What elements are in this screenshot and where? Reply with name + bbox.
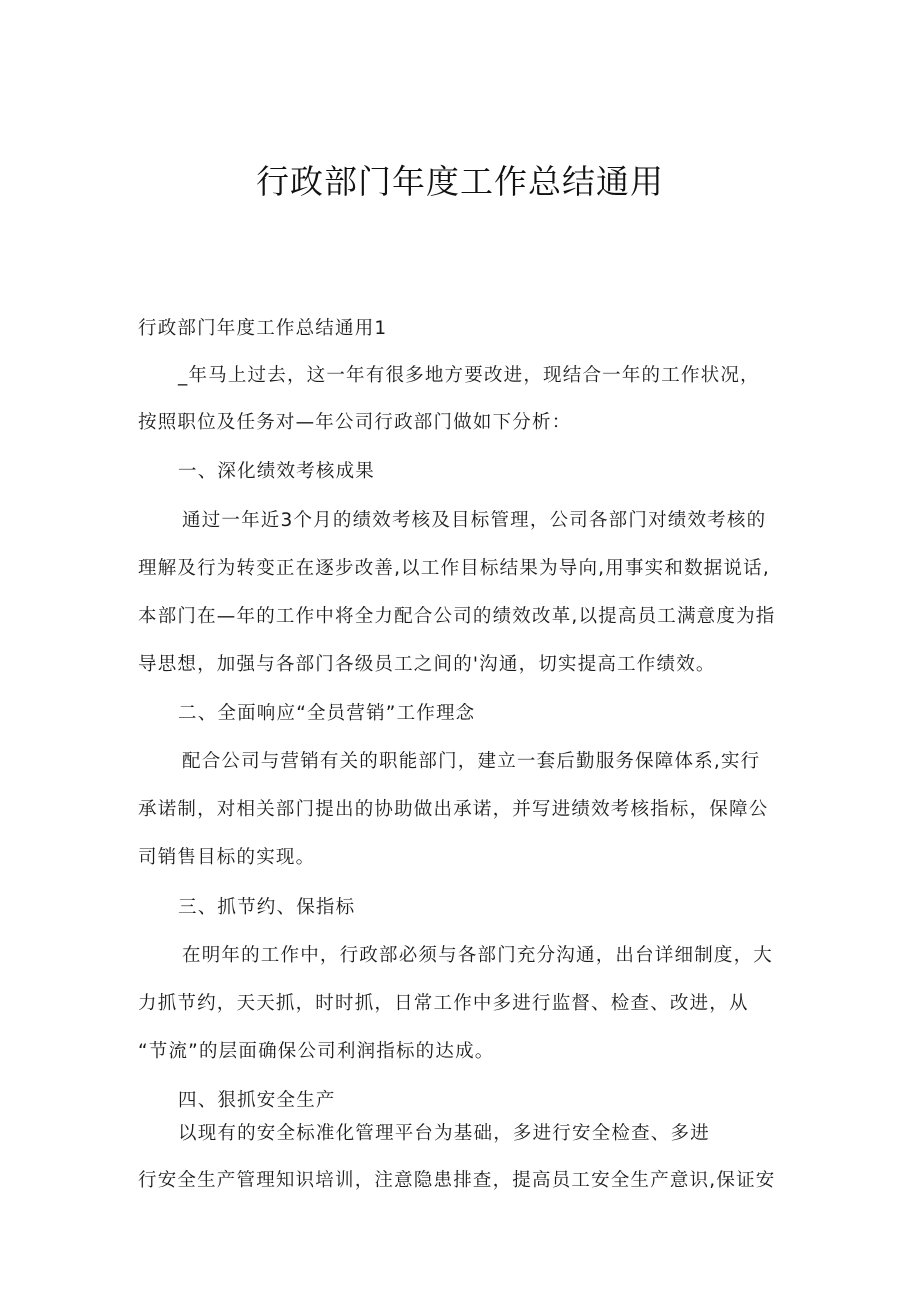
paragraph-line: “节流”的层面确保公司利润指标的达成。: [138, 1041, 495, 1062]
section-heading: 三、抓节约、保指标: [178, 897, 356, 918]
section-heading: 二、全面响应“全员营销”工作理念: [178, 703, 476, 724]
paragraph-line: 本部门在—年的工作中将全力配合公司的绩效改革,以提高员工满意度为指: [138, 606, 776, 627]
paragraph-line: 以现有的安全标准化管理平台为基础，多进行安全检查、多进: [178, 1123, 710, 1144]
paragraph-line: 力抓节约，天天抓，时时抓，日常工作中多进行监督、检查、改进，从: [138, 993, 749, 1014]
paragraph-line: 司销售目标的实现。: [138, 847, 316, 868]
document-title: 行政部门年度工作总结通用: [256, 162, 664, 201]
intro-line: _年马上过去，这一年有很多地方要改进，现结合一年的工作状况，: [178, 365, 760, 386]
paragraph-line: 导思想，加强与各部门各级员工之间的'沟通，切实提高工作绩效。: [138, 654, 716, 675]
paragraph-line: 通过一年近3个月的绩效考核及目标管理，公司各部门对绩效考核的: [182, 510, 767, 531]
paragraph-line: 理解及行为转变正在逐步改善,以工作目标结果为导向,用事实和数据说话,: [138, 558, 770, 579]
paragraph-line: 行安全生产管理知识培训，注意隐患排查，提高员工安全生产意识,保证安: [138, 1170, 776, 1191]
intro-line: 按照职位及任务对—年公司行政部门做如下分析：: [138, 412, 572, 433]
document-subtitle: 行政部门年度工作总结通用1: [138, 318, 388, 339]
section-heading: 一、深化绩效考核成果: [178, 461, 376, 482]
paragraph-line: 承诺制，对相关部门提出的协助做出承诺，并写进绩效考核指标，保障公: [138, 799, 769, 820]
section-heading: 四、狠抓安全生产: [178, 1090, 336, 1111]
paragraph-line: 配合公司与营销有关的职能部门，建立一套后勤服务保障体系,实行: [182, 751, 761, 772]
paragraph-line: 在明年的工作中，行政部必须与各部门充分沟通，出台详细制度，大: [182, 945, 774, 966]
